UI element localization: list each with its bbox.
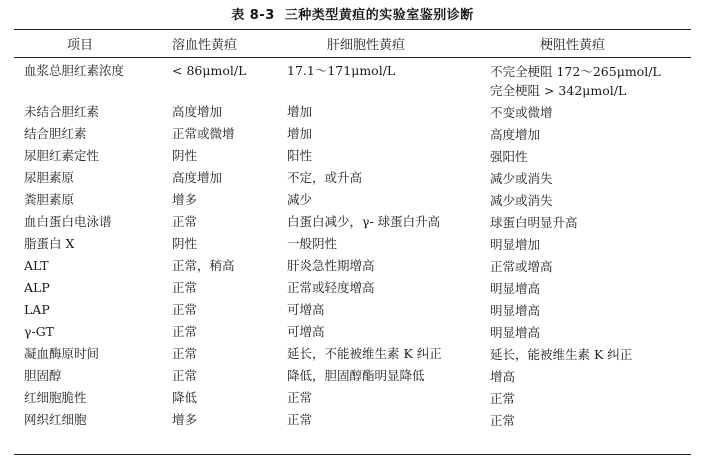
cell-hemolytic: 正常 [172, 368, 198, 383]
cell-item: 血浆总胆红素浓度 [24, 63, 125, 78]
table-header-row [0, 34, 705, 54]
cell-hemolytic: < 86μmol/L [172, 63, 247, 78]
table-row [0, 123, 705, 145]
cell-item: 粪胆素原 [24, 192, 75, 207]
cell-hepatocellular: 正常 [287, 412, 313, 427]
cell-obstructive [490, 211, 578, 232]
cell-hepatocellular: 阳性 [287, 148, 313, 163]
cell-hepatocellular: 增加 [287, 104, 313, 119]
table-row [0, 189, 705, 211]
cell-hepatocellular: 延长，不能被维生素 K 纠正 [287, 346, 442, 361]
cell-hepatocellular: 减少 [287, 192, 313, 207]
cell-obstructive [490, 299, 540, 320]
table-row [0, 343, 705, 365]
table-bottom-rule [14, 454, 691, 455]
cell-obstructive-line: 明显增高 [490, 325, 541, 340]
table-body [0, 60, 705, 431]
cell-hemolytic: 增多 [172, 412, 198, 427]
cell-hemolytic: 高度增加 [172, 170, 223, 185]
cell-item: 网织红细胞 [24, 412, 87, 427]
cell-hepatocellular: 可增高 [287, 302, 325, 317]
table-row [0, 60, 705, 101]
table-row [0, 365, 705, 387]
cell-hemolytic: 正常或微增 [172, 126, 235, 141]
cell-hepatocellular: 可增高 [287, 324, 325, 339]
cell-item: 凝血酶原时间 [24, 346, 100, 361]
cell-obstructive [490, 123, 540, 144]
cell-obstructive [490, 387, 515, 408]
table-caption [0, 4, 705, 23]
cell-item: 尿胆红素定性 [24, 148, 100, 163]
cell-hepatocellular: 正常或轻度增高 [287, 280, 375, 295]
header-obstructive: 梗阻性黄疸 [540, 38, 606, 53]
table-row [0, 211, 705, 233]
cell-item: γ-GT [24, 324, 55, 339]
cell-item: ALT [24, 258, 49, 273]
cell-obstructive-line: 减少或消失 [490, 193, 553, 208]
cell-hepatocellular: 正常 [287, 390, 313, 405]
cell-item: 脂蛋白 X [24, 236, 75, 251]
cell-obstructive [490, 167, 553, 188]
header-item: 项目 [67, 38, 94, 53]
cell-obstructive [490, 189, 553, 210]
table-row [0, 299, 705, 321]
cell-obstructive-line: 正常或增高 [490, 259, 553, 274]
header-hemolytic: 溶血性黄疸 [172, 38, 238, 53]
table-row [0, 233, 705, 255]
cell-obstructive-line: 完全梗阻 > 342μmol/L [490, 83, 627, 98]
cell-obstructive-line: 球蛋白明显升高 [490, 215, 578, 230]
cell-hemolytic: 增多 [172, 192, 198, 207]
cell-hemolytic: 阴性 [172, 148, 198, 163]
table-row [0, 145, 705, 167]
cell-hepatocellular: 肝炎急性期增高 [287, 258, 375, 273]
cell-hemolytic: 正常 [172, 214, 198, 229]
cell-obstructive [490, 233, 540, 254]
table-row [0, 255, 705, 277]
cell-obstructive [490, 255, 553, 276]
table-row [0, 321, 705, 343]
cell-hepatocellular: 不定，或升高 [287, 170, 363, 185]
cell-hemolytic: 高度增加 [172, 104, 223, 119]
cell-obstructive-line: 不变或微增 [490, 105, 553, 120]
cell-obstructive-line: 不完全梗阻 172～265μmol/L [490, 64, 661, 79]
table-header-rule [14, 57, 691, 58]
cell-obstructive-line: 明显增高 [490, 303, 541, 318]
cell-obstructive-line: 减少或消失 [490, 171, 553, 186]
table-top-rule [14, 29, 691, 30]
cell-item: 尿胆素原 [24, 170, 75, 185]
cell-obstructive-line: 明显增加 [490, 237, 541, 252]
cell-obstructive [490, 343, 632, 364]
cell-hepatocellular: 17.1～171μmol/L [287, 63, 396, 78]
cell-hemolytic: 正常，稍高 [172, 258, 235, 273]
cell-hepatocellular: 增加 [287, 126, 313, 141]
cell-hemolytic: 正常 [172, 324, 198, 339]
cell-obstructive [490, 409, 515, 430]
cell-hemolytic: 降低 [172, 390, 198, 405]
cell-hemolytic: 正常 [172, 346, 198, 361]
cell-item: 胆固醇 [24, 368, 62, 383]
cell-obstructive [490, 365, 515, 386]
cell-hemolytic: 阴性 [172, 236, 198, 251]
table-row [0, 387, 705, 409]
cell-item: ALP [24, 280, 50, 295]
cell-obstructive-line: 明显增高 [490, 281, 541, 296]
cell-item: LAP [24, 302, 50, 317]
cell-obstructive-line: 正常 [490, 413, 516, 428]
cell-obstructive [490, 145, 528, 166]
cell-hepatocellular: 白蛋白减少，γ- 球蛋白升高 [287, 214, 441, 229]
cell-obstructive-line: 延长，能被维生素 K 纠正 [490, 347, 633, 362]
table-row [0, 101, 705, 123]
table-row [0, 167, 705, 189]
table-row [0, 277, 705, 299]
cell-obstructive-line: 正常 [490, 391, 516, 406]
cell-obstructive-line: 高度增加 [490, 127, 541, 142]
cell-item: 结合胆红素 [24, 126, 87, 141]
cell-item: 血白蛋白电泳谱 [24, 214, 112, 229]
cell-hepatocellular: 降低，胆固醇酯明显降低 [287, 368, 425, 383]
cell-obstructive [490, 277, 540, 298]
cell-item: 红细胞脆性 [24, 390, 87, 405]
table-number: 表 8-3 [231, 8, 275, 23]
cell-hemolytic: 正常 [172, 302, 198, 317]
cell-obstructive [490, 101, 553, 122]
cell-obstructive-line: 强阳性 [490, 149, 528, 164]
cell-hemolytic: 正常 [172, 280, 198, 295]
cell-obstructive-line: 增高 [490, 369, 516, 384]
cell-obstructive [490, 321, 540, 342]
table-title: 三种类型黄疸的实验室鉴别诊断 [284, 8, 474, 23]
header-hepatocellular: 肝细胞性黄疸 [327, 38, 406, 53]
cell-obstructive [490, 60, 661, 100]
cell-hepatocellular: 一般阴性 [287, 236, 338, 251]
table-row [0, 409, 705, 431]
cell-item: 未结合胆红素 [24, 104, 100, 119]
